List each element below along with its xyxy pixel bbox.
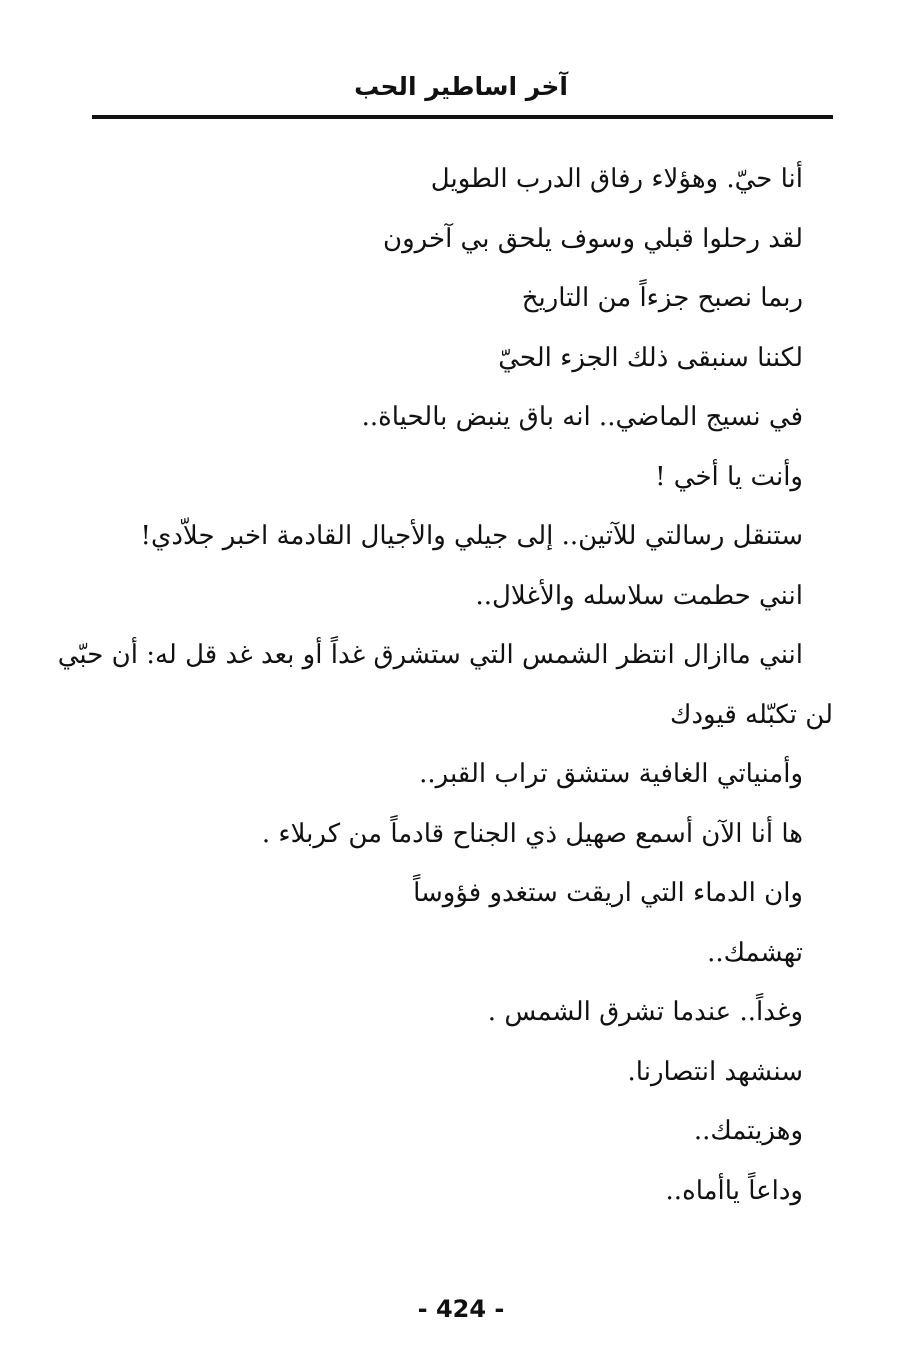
poem-line-continuation: لن تكبّله قيودك	[670, 699, 833, 730]
poem-line: ربما نصبح جزءاً من التاريخ	[521, 283, 803, 313]
poem-line: في نسيج الماضي.. انه باق ينبض بالحياة..	[361, 402, 803, 432]
poem-line: وأنت يا أخي !	[655, 461, 803, 492]
header-rule	[92, 115, 833, 119]
poem-line: وهزيتمك..	[693, 1116, 803, 1146]
poem-line: انني حطمت سلاسله والأغلال..	[475, 580, 803, 611]
poem-body	[57, 150, 833, 1221]
poem-line: انني ماازال انتظر الشمس التي ستشرق غداً أو بعد غد قل له: أن حبّي	[57, 640, 803, 670]
poem-line: لقد رحلوا قبلي وسوف يلحق بي آخرون	[383, 223, 803, 254]
poem-line: تهشمك..	[707, 937, 803, 968]
poem-line: وغداً.. عندما تشرق الشمس .	[487, 997, 803, 1027]
running-header: آخر اساطير الحب	[354, 72, 568, 101]
poem-line: أنا حيّ. وهؤلاء رفاق الدرب الطويل	[430, 164, 803, 194]
page-number: - 424 -	[417, 1295, 505, 1323]
poem-line: وداعاً ياأماه..	[665, 1175, 803, 1206]
poem-line: وان الدماء التي اريقت ستغدو فؤوساً	[413, 878, 803, 908]
poem-line: وأمنياتي الغافية ستشق تراب القبر..	[419, 759, 803, 789]
poem-line: سنشهد انتصارنا.	[627, 1056, 803, 1087]
poem-line: ها أنا الآن أسمع صهيل ذي الجناح قادماً من كربلاء .	[261, 818, 803, 849]
poem-line: لكننا سنبقى ذلك الجزء الحيّ	[498, 342, 803, 373]
poem-line: ستنقل رسالتي للآتين.. إلى جيلي والأجيال القادمة اخبر جلاّدي!	[140, 521, 803, 551]
